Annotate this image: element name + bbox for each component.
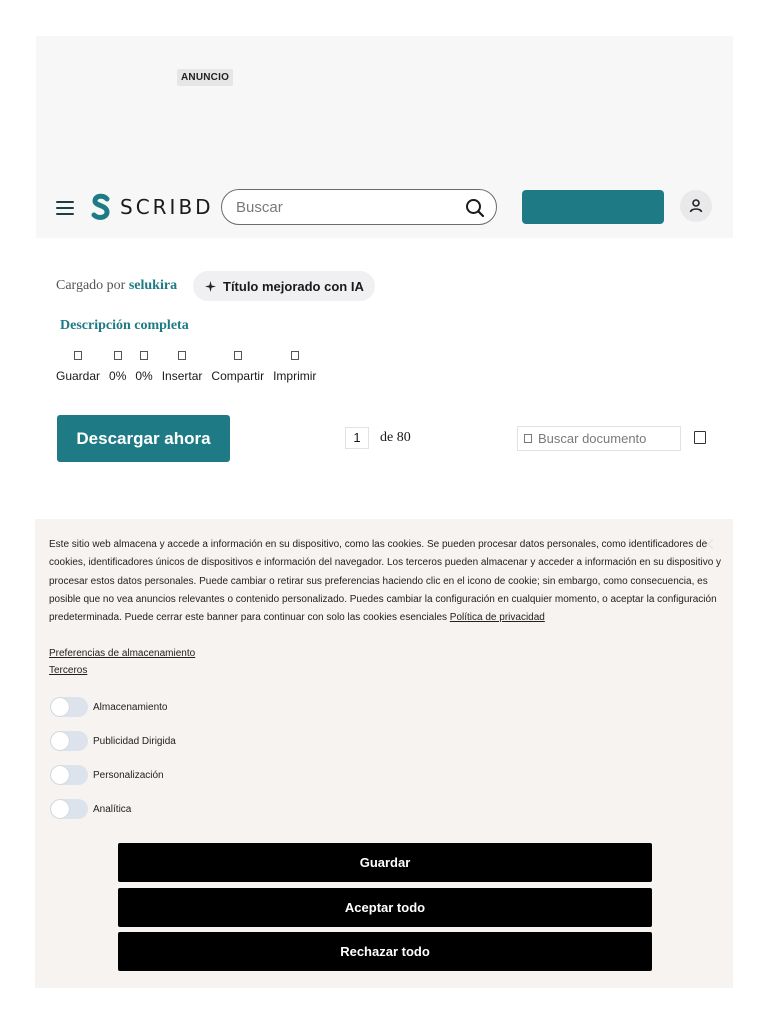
thumbs-down-icon (140, 351, 148, 360)
search-icon (524, 434, 532, 443)
accept-all-button[interactable]: Aceptar todo (118, 888, 652, 927)
ad-label: ANUNCIO (177, 69, 233, 86)
search-icon[interactable] (464, 197, 486, 219)
cookie-notice-text (49, 536, 733, 627)
bookmark-icon (74, 351, 82, 360)
toggle-row-personalization (50, 765, 164, 785)
action-label: Compartir (211, 369, 265, 383)
privacy-policy-link[interactable]: Política de privacidad (449, 612, 545, 624)
toggle-row-storage (50, 697, 167, 717)
like-action[interactable] (109, 351, 126, 383)
search-placeholder: Buscar (236, 199, 283, 216)
sparkle-icon (204, 280, 217, 293)
user-icon (688, 198, 704, 214)
page-number-input[interactable]: 1 (345, 427, 369, 449)
share-action[interactable] (211, 351, 264, 383)
doc-search-placeholder: Buscar documento (538, 431, 647, 446)
share-icon (234, 351, 242, 360)
logo-text: SCRIBD (120, 195, 214, 219)
user-account-button[interactable] (680, 190, 712, 222)
toggle-label: Almacenamiento (93, 701, 168, 713)
uploaded-prefix: Cargado por (56, 278, 126, 293)
page-count: de 80 (380, 430, 411, 445)
toggle-label: Publicidad Dirigida (93, 735, 176, 747)
action-label: 0% (109, 369, 127, 383)
search-input[interactable] (221, 189, 497, 225)
print-action[interactable] (273, 351, 316, 383)
cookie-banner (35, 519, 733, 988)
download-button[interactable]: Descargar ahora (57, 415, 230, 462)
action-label: Insertar (161, 369, 203, 383)
toggle-row-analytics (50, 799, 131, 819)
toggle-label: Analítica (93, 803, 132, 815)
save-action[interactable] (56, 351, 100, 383)
scribd-logo[interactable] (90, 193, 214, 221)
fullscreen-icon[interactable] (694, 431, 706, 444)
uploaded-by (56, 278, 177, 294)
thumbs-up-icon (114, 351, 122, 360)
document-search-input[interactable] (517, 426, 681, 451)
third-parties-link[interactable]: Terceros (49, 665, 88, 676)
print-icon (291, 351, 299, 360)
dislike-action[interactable] (135, 351, 152, 383)
document-actions (56, 351, 325, 383)
reject-all-button[interactable]: Rechazar todo (118, 932, 652, 971)
analytics-toggle[interactable] (50, 799, 88, 819)
action-label: Guardar (56, 369, 101, 383)
toggle-label: Personalización (93, 769, 164, 781)
header-action-button[interactable] (522, 190, 664, 224)
targeted-ads-toggle[interactable] (50, 731, 88, 751)
action-label: 0% (135, 369, 153, 383)
full-description-link[interactable]: Descripción completa (60, 318, 189, 333)
save-preferences-button[interactable]: Guardar (118, 843, 652, 882)
menu-icon[interactable] (56, 201, 74, 215)
cookie-body: Este sitio web almacena y accede a información en su dispositivo, como las cookies. Se pueden procesar datos personales, como identificadores de cookies, identificadores únicos de dispositivos e información del navegador. Los terceros pueden almacenar y acceder a información en su dispositivo y procesar estos datos personales. Puede cambiar o retirar sus preferencias haciendo clic en el icono de cookie; sin embargo, como consecuencia, es posible que no vea anuncios relevantes o contenido personalizado. Puedes cambiar la configuración en cualquier momento, o aceptar la configuración predeterminada. Puede cerrar este banner para continuar con solo las cookies esenciales (49, 539, 722, 624)
action-label: Imprimir (273, 369, 317, 383)
ai-chip-label: Título mejorado con IA (223, 278, 364, 294)
ai-title-chip (193, 271, 375, 301)
uploader-link[interactable]: selukira (128, 278, 178, 293)
embed-action[interactable] (162, 351, 203, 383)
storage-toggle[interactable] (50, 697, 88, 717)
personalization-toggle[interactable] (50, 765, 88, 785)
storage-preferences-link[interactable]: Preferencias de almacenamiento (49, 648, 196, 659)
toggle-row-targeted-ads (50, 731, 176, 751)
embed-icon (178, 351, 186, 360)
scribd-logo-icon (90, 193, 112, 221)
